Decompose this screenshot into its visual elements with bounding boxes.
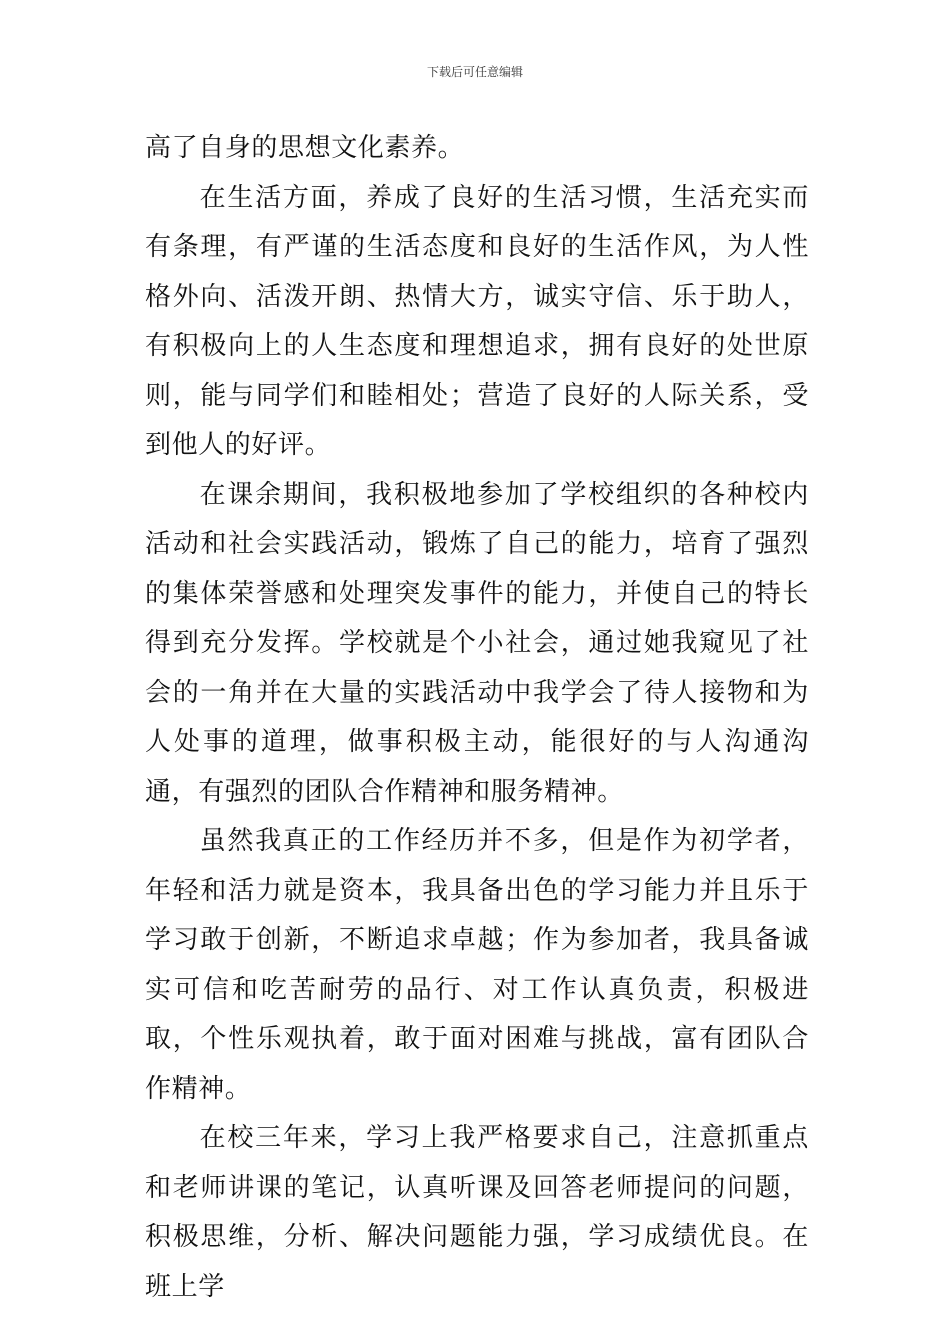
paragraph-2: 在生活方面，养成了良好的生活习惯，生活充实而有条理，有严谨的生活态度和良好的生活作风，为人性格外向、活泼开朗、热情大方，诚实守信、乐于助人，有积极向上的人生态度和理想追求，拥有良好的处世原则，能与同学们和睦相处；营造了良好的人际关系，受到他人的好评。 <box>145 182 809 460</box>
paragraph-5: 在校三年来，学习上我严格要求自己，注意抓重点和老师讲课的笔记，认真听课及回答老师提问的问题，积极思维，分析、解决问题能力强，学习成绩优良。在班上学 <box>145 1123 809 1302</box>
paragraph-3: 在课余期间，我积极地参加了学校组织的各种校内活动和社会实践活动，锻炼了自己的能力，培育了强烈的集体荣誉感和处理突发事件的能力，并使自己的特长得到充分发挥。学校就是个小社会，通过她我窥见了社会的一角并在大量的实践活动中我学会了待人接物和为人处事的道理，做事积极主动，能很好的与人沟通沟通，有强烈的团队合作精神和服务精神。 <box>145 479 809 807</box>
paragraph-1: 高了自身的思想文化素养。 <box>145 133 465 163</box>
page-header: 下载后可任意编辑 <box>426 65 523 79</box>
paragraph-4: 虽然我真正的工作经历并不多，但是作为初学者，年轻和活力就是资本，我具备出色的学习能力并且乐于学习敢于创新，不断追求卓越；作为参加者，我具备诚实可信和吃苦耐劳的品行、对工作认真负责，积极进取，个性乐观执着，敢于面对困难与挑战，富有团队合作精神。 <box>145 826 809 1104</box>
document-body <box>145 124 809 1312</box>
